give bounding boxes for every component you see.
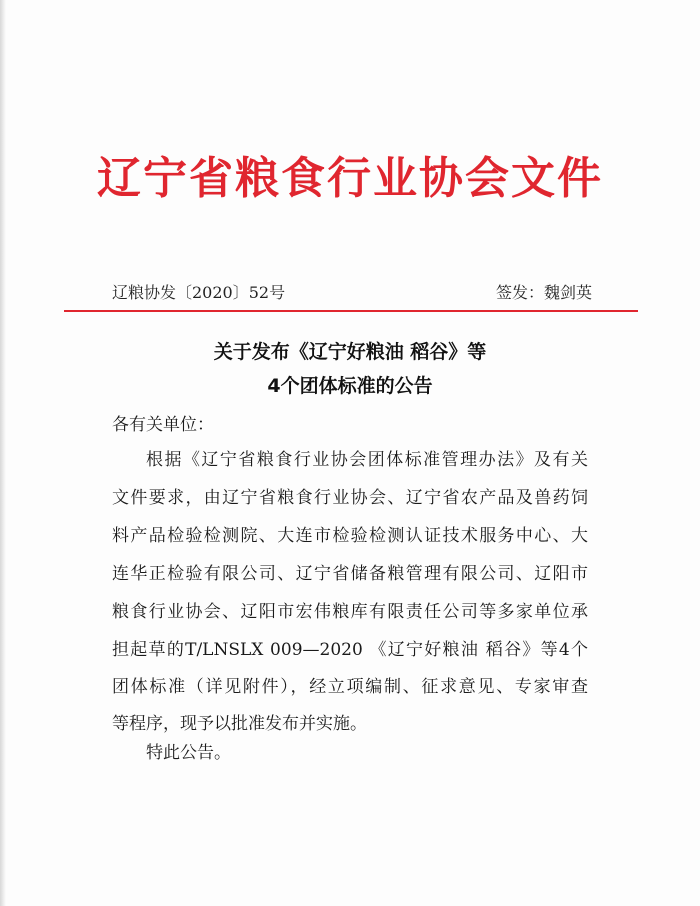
red-divider (64, 310, 638, 312)
body-line: 连华正检验有限公司、辽宁省储备粮管理有限公司、辽阳市 (112, 564, 588, 584)
closing-line: 特此公告。 (146, 743, 231, 763)
body-line: 文件要求，由辽宁省粮食行业协会、辽宁省农产品及兽药饲 (112, 488, 588, 508)
notice-title-line-1: 关于发布《辽宁好粮油 稻谷》等 (213, 341, 487, 363)
letterhead-title: 辽宁省粮食行业协会文件 (97, 153, 603, 204)
body-line: 等程序，现予以批准发布并实施。 (112, 714, 367, 734)
salutation: 各有关单位： (112, 415, 214, 435)
body-line: 担起草的T/LNSLX 009—2020 《辽宁好粮油 稻谷》等4个 (112, 640, 588, 660)
signer: 签发：魏剑英 (495, 283, 592, 302)
document-number: 辽粮协发〔2020〕52号 (112, 283, 286, 302)
body-line: 粮食行业协会、辽阳市宏伟粮库有限责任公司等多家单位承 (112, 602, 588, 622)
body-line: 团体标准（详见附件），经立项编制、征求意见、专家审查 (112, 677, 588, 697)
body-line: 根据《辽宁省粮食行业协会团体标准管理办法》及有关 (146, 450, 588, 470)
notice-title-line-2: 4个团体标准的公告 (267, 375, 433, 397)
scan-edge (0, 0, 6, 906)
body-line: 料产品检验检测院、大连市检验检测认证技术服务中心、大 (112, 526, 588, 546)
